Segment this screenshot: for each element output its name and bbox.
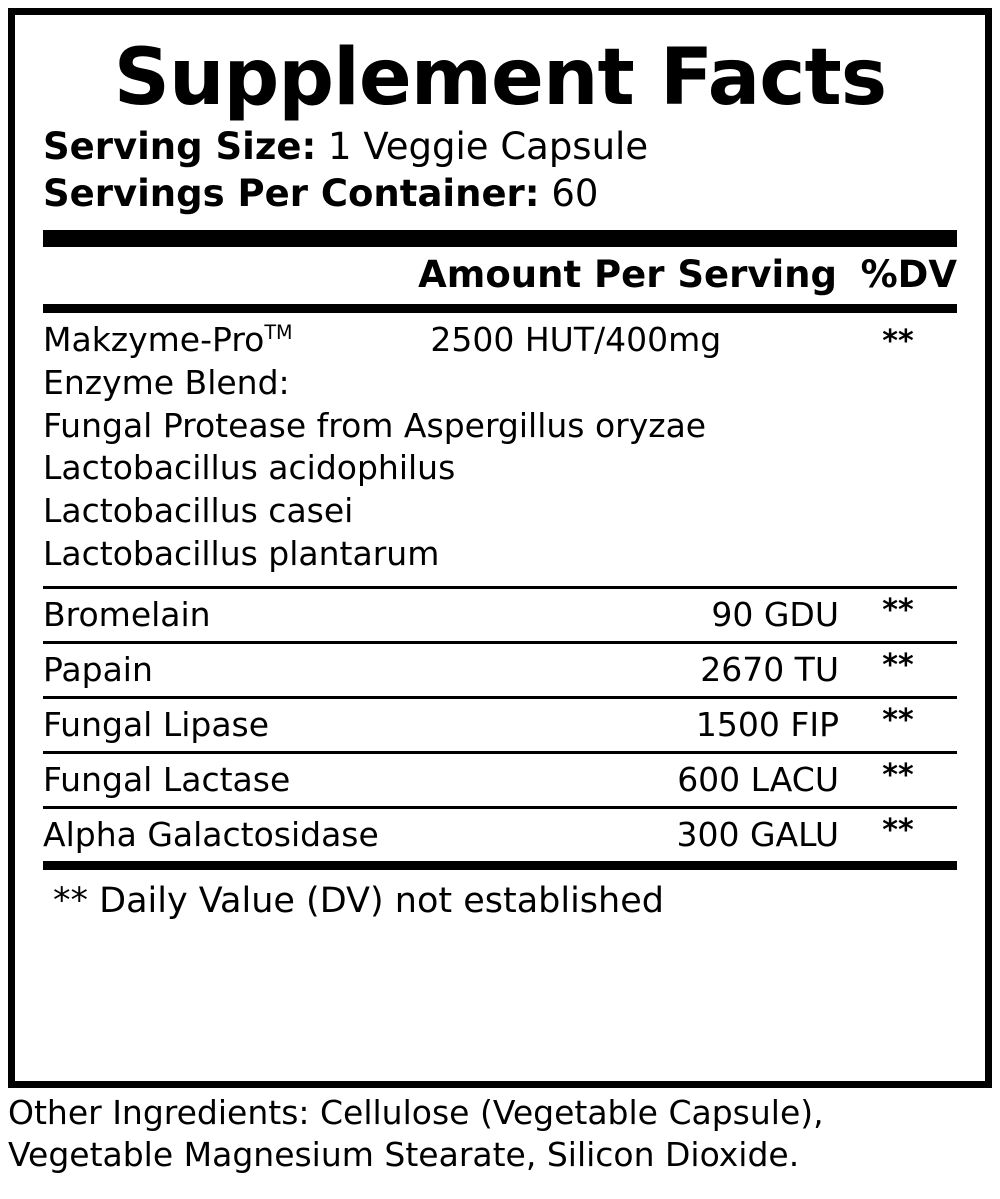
rule-under-headers (43, 304, 957, 313)
nutrient-dv: ** (882, 758, 914, 794)
table-row (43, 641, 957, 696)
serving-size-label: Serving Size: (43, 125, 317, 168)
nutrient-name: Alpha Galactosidase (43, 815, 379, 855)
nutrient-amount: 90 GDU (711, 595, 839, 635)
blend-component: Lactobacillus plantarum (43, 534, 440, 574)
blend-component: Fungal Protease from Aspergillus oryzae (43, 405, 707, 445)
blend-block (43, 313, 957, 576)
other-ingredients (8, 1092, 992, 1176)
nutrient-dv: ** (882, 813, 914, 849)
servings-per-container-line (43, 170, 957, 217)
nutrient-amount: 1500 FIP (695, 705, 839, 745)
blend-name (43, 319, 293, 362)
servings-per-container-value: 60 (551, 172, 599, 216)
nutrient-amount: 300 GALU (676, 815, 839, 855)
blend-amount: 2500 HUT/400mg (430, 319, 722, 359)
nutrient-amount: 600 LACU (677, 760, 839, 800)
nutrient-name: Fungal Lactase (43, 760, 291, 800)
serving-size-line (43, 123, 957, 170)
supplement-facts-panel (8, 8, 992, 1088)
serving-size-value: 1 Veggie Capsule (328, 125, 649, 168)
other-ingredients-line-2: Vegetable Magnesium Stearate, Silicon Dioxide. (8, 1135, 800, 1175)
table-row (43, 586, 957, 641)
table-row (43, 696, 957, 751)
servings-per-container-label: Servings Per Container: (43, 172, 540, 216)
nutrient-dv: ** (882, 648, 914, 684)
blend-subtitle: Enzyme Blend: (43, 362, 290, 402)
daily-value-header: %DV (860, 252, 957, 296)
panel-title: Supplement Facts (113, 33, 887, 123)
amount-per-serving-header: Amount Per Serving (418, 252, 837, 296)
nutrient-name: Fungal Lipase (43, 705, 270, 745)
trademark-superscript: TM (264, 320, 293, 344)
other-ingredients-line-1: Other Ingredients: Cellulose (Vegetable Capsule), (8, 1093, 824, 1132)
nutrient-dv: ** (882, 593, 914, 629)
table-row (43, 806, 957, 861)
daily-value-footnote: ** Daily Value (DV) not established (53, 881, 664, 922)
nutrient-rows (43, 586, 957, 861)
blend-name-text: Makzyme-Pro (43, 319, 265, 359)
blend-dv: ** (882, 323, 914, 359)
nutrient-name: Bromelain (43, 595, 211, 635)
nutrient-dv: ** (882, 703, 914, 739)
nutrient-amount: 2670 TU (700, 650, 839, 690)
rule-thick-top (43, 230, 957, 247)
blend-primary-row (43, 319, 957, 362)
rule-above-footnote (43, 861, 957, 870)
nutrient-name: Papain (43, 650, 153, 690)
blend-component: Lactobacillus acidophilus (43, 448, 456, 488)
column-headers (43, 247, 957, 304)
table-row (43, 751, 957, 806)
blend-component: Lactobacillus casei (43, 491, 354, 531)
